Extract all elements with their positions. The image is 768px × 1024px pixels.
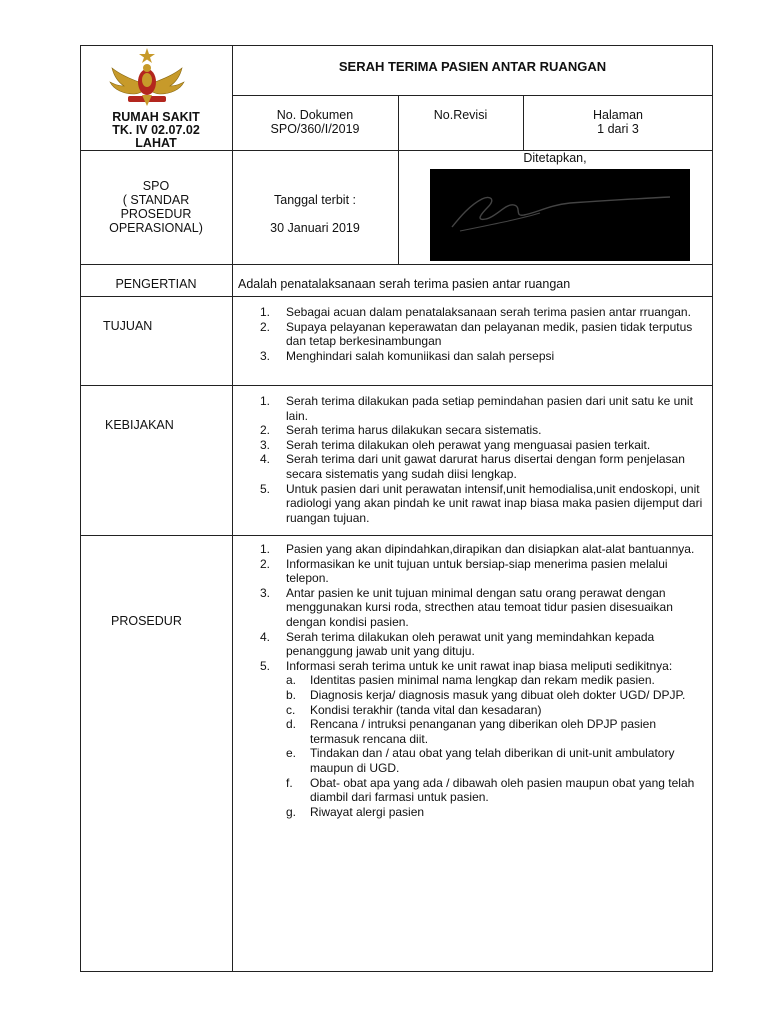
list-item-text: Serah terima dilakukan oleh perawat unit yang memindahkan kepada penanggung jawab unit yang dituju.: [286, 629, 655, 659]
list-number: 3.: [260, 585, 271, 600]
sub-list-letter: f.: [286, 775, 293, 790]
sub-list-item: [286, 673, 706, 688]
list-item: [238, 305, 706, 320]
list-item-text: Pasien yang akan dipindahkan,dirapikan dan disiapkan alat-alat bantuannya.: [286, 542, 695, 556]
sub-list-item-text: Identitas pasien minimal nama lengkap dan rekam medik pasien.: [310, 673, 655, 688]
list-item: [238, 394, 706, 423]
sub-list-item-text: Diagnosis kerja/ diagnosis masuk yang dibuat oleh dokter UGD/ DPJP.: [310, 687, 686, 702]
list-number: 2.: [260, 423, 271, 438]
list-number: 4.: [260, 452, 271, 467]
list-item-text: Serah terima dilakukan pada setiap pemindahan pasien dari unit satu ke unit lain.: [286, 394, 693, 423]
list-item: [238, 586, 706, 630]
row-divider-title: [232, 95, 713, 96]
kebijakan-list: [238, 394, 706, 525]
issue-date-label: Tanggal terbit :: [274, 193, 356, 207]
redacted-signature-block: [430, 169, 690, 261]
list-number: 1.: [260, 305, 271, 319]
kebijakan-label: KEBIJAKAN: [105, 418, 174, 432]
list-number: 2.: [260, 556, 271, 571]
list-item: [238, 630, 706, 659]
sub-list-letter: a.: [286, 673, 297, 688]
sub-list-item: [286, 746, 706, 775]
sub-list-letter: e.: [286, 746, 297, 761]
doc-number-value: SPO/360/I/2019: [270, 122, 360, 136]
hospital-name-line3: LAHAT: [135, 136, 177, 150]
list-number: 1.: [260, 542, 271, 556]
list-number: 4.: [260, 629, 271, 644]
issue-date-value: 30 Januari 2019: [270, 221, 360, 235]
sub-list-item: [286, 688, 706, 703]
sub-list-letter: b.: [286, 687, 297, 702]
signature-icon: [430, 169, 690, 261]
hospital-name-line2: TK. IV 02.07.02: [112, 123, 200, 137]
sub-list-item-text: Kondisi terakhir (tanda vital dan kesadaran): [310, 702, 542, 717]
list-item-text: Serah terima harus dilakukan secara sistematis.: [286, 423, 542, 438]
row-divider-kebijakan: [80, 535, 713, 536]
list-item-text: Supaya pelayanan keperawatan dan pelayanan medik, pasien tidak terputus dan tetap berkesinambungan: [286, 319, 693, 349]
list-item-text: Serah terima dari unit gawat darurat harus disertai dengan form penjelasan secara sistematis yang sudah diisi lengkap.: [286, 452, 685, 481]
list-number: 5.: [260, 658, 271, 673]
sub-list-item-text: Tindakan dan / atau obat yang telah diberikan di unit-unit ambulatory maupun di UGD.: [310, 746, 675, 775]
list-item: [238, 349, 706, 364]
list-item-text: Untuk pasien dari unit perawatan intensif,unit hemodialisa,unit endoskopi, unit radiologi yang akan pindah ke unit rawat inap biasa maka pasien dijemput dari ruangan tujuan.: [286, 481, 703, 525]
prosedur-list: [238, 542, 706, 819]
list-item: [238, 557, 706, 586]
list-item: [238, 659, 706, 820]
sub-list-item: [286, 805, 706, 820]
list-number: 2.: [260, 319, 271, 334]
spo-line4: OPERASIONAL): [109, 221, 203, 235]
document-title: SERAH TERIMA PASIEN ANTAR RUANGAN: [338, 59, 607, 74]
tujuan-label: TUJUAN: [103, 319, 153, 333]
pengertian-text: Adalah penatalaksanaan serah terima pasien antar ruangan: [238, 277, 571, 291]
list-item-text: Serah terima dilakukan oleh perawat yang menguasai pasien terkait.: [286, 437, 651, 452]
list-item: [238, 438, 706, 453]
list-item-text: Sebagai acuan dalam penatalaksanaan serah terima pasien antar rruangan.: [286, 305, 691, 319]
sub-list-letter: g.: [286, 804, 297, 819]
sub-list-letter: c.: [286, 702, 296, 717]
row-divider-tujuan: [80, 385, 713, 386]
sub-list-item: [286, 717, 706, 746]
sub-list-item: [286, 703, 706, 718]
prosedur-label: PROSEDUR: [111, 614, 182, 628]
list-number: 1.: [260, 394, 271, 408]
list-item: [238, 482, 706, 526]
list-number: 3.: [260, 348, 271, 363]
sub-list-letter: d.: [286, 717, 297, 732]
sub-list-item-text: Rencana / intruksi penanganan yang diberikan oleh DPJP pasien termasuk rencana diit.: [310, 717, 657, 746]
list-number: 3.: [260, 437, 271, 452]
doc-number-label: No. Dokumen: [276, 108, 354, 122]
prosedur-sub-list: [286, 673, 706, 819]
hospital-emblem-logo: [104, 46, 190, 110]
list-item-text: Menghindari salah komuniikasi dan salah persepsi: [286, 348, 555, 363]
page-value: 1 dari 3: [597, 122, 639, 136]
list-item-text: Informasikan ke unit tujuan untuk bersiap-siap menerima pasien melalui telepon.: [286, 556, 668, 586]
spo-line1: SPO: [142, 179, 170, 193]
column-divider-main: [232, 45, 233, 972]
tujuan-list: [238, 305, 706, 363]
list-item: [238, 423, 706, 438]
list-number: 5.: [260, 481, 271, 496]
list-item-text: Antar pasien ke unit tujuan minimal dengan satu orang perawat dengan menggunakan kursi roda, strecthen atau temoat tidur pasien disesuaikan dengan kondisi pasien.: [286, 585, 673, 629]
revision-label: No.Revisi: [433, 108, 488, 122]
spo-line2: ( STANDAR: [122, 193, 190, 207]
sub-list-item: [286, 776, 706, 805]
list-item: [238, 542, 706, 557]
spo-line3: PROSEDUR: [120, 207, 192, 221]
pengertian-label: PENGERTIAN: [115, 277, 197, 291]
list-item: [238, 452, 706, 481]
list-item-text: Informasi serah terima untuk ke unit rawat inap biasa meliputi sedikitnya:: [286, 658, 673, 673]
approved-label: Ditetapkan,: [523, 151, 587, 165]
page-label: Halaman: [592, 108, 644, 122]
row-divider-spo: [80, 264, 713, 265]
row-divider-pengertian: [80, 296, 713, 297]
hospital-name-line1: RUMAH SAKIT: [112, 110, 200, 124]
table-border-bottom: [80, 971, 713, 972]
sub-list-item-text: Riwayat alergi pasien: [310, 804, 425, 819]
column-divider-spo: [398, 150, 399, 264]
sub-list-item-text: Obat- obat apa yang ada / dibawah oleh pasien maupun obat yang telah diambil dari farmasi untuk pasien.: [310, 775, 695, 805]
list-item: [238, 320, 706, 349]
table-border-right: [712, 45, 713, 972]
